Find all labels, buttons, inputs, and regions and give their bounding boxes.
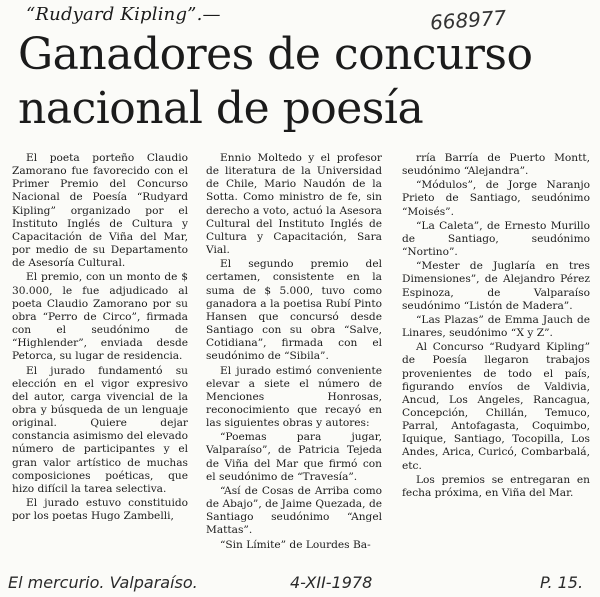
paragraph: El jurado estimó conveniente elevar a siete el número de Menciones Honrosas, reconocimiento que recayó en las siguientes obras y autores: <box>206 364 382 430</box>
paragraph: El jurado fundamentó su elección en el vigor expresivo del autor, carga vivencial de la obra y búsqueda de un lenguaje original. Quiere dejar constancia asimismo del elevado número de participantes y el gran valor artístico de muchas composiciones poéticas, que hizo difícil la tarea selectiva. <box>12 364 188 495</box>
kicker-text: “Rudyard Kipling”.— <box>26 4 221 25</box>
paragraph: El premio, con un monto de $ 30.000, le fue adjudicado al poeta Claudio Zamorano por su obra “Perro de Circo”, firmada con el seudónimo de “Highlender”, enviada desde Petorca, su lugar de residencia. <box>12 271 188 363</box>
paragraph: Los premios se entregaran en fecha próxima, en Viña del Mar. <box>402 473 590 499</box>
paragraph: “Sin Límite” de Lourdes Ba- <box>220 538 371 551</box>
article-column-1 <box>12 152 188 523</box>
paragraph: El poeta porteño Claudio Zamorano fue favorecido con el Primer Premio del Concurso Nacional de Poesía “Rudyard Kipling” organizado por el Instituto Inglés de Cultura y Capacitación de Viña del Mar, por medio de su Departamento de Asesoría Cultural. <box>12 152 188 270</box>
paragraph: “La Caleta”, de Ernesto Murillo de Santiago, seudónimo “Nortino”. <box>402 219 590 259</box>
paragraph: “Así de Cosas de Arriba como de Abajo”, de Jaime Quezada, de Santiago seudónimo “Angel Mattas”. <box>206 484 382 537</box>
citation-source: El mercurio. Valparaíso. <box>8 573 198 592</box>
headline: Ganadores de concurso nacional de poesía <box>18 29 533 134</box>
paragraph: “Poemas para jugar, Valparaíso”, de Patricia Tejeda de Viña del Mar que firmó con el seudónimo de “Travesía”. <box>206 431 382 483</box>
article-column-2 <box>206 152 382 552</box>
paragraph: El segundo premio del certamen, consistente en la suma de $ 5.000, tuvo como ganadora a la poetisa Rubí Pinto Hansen que concursó desde Santiago con su obra “Salve, Cotidiana”, firmada con el seudónimo de “Sibila”. <box>206 258 382 363</box>
paragraph: rría Barría de Puerto Montt, seudónimo “Alejandra”. <box>402 152 590 178</box>
paragraph: “Las Plazas” de Emma Jauch de Linares, seudónimo “X y Z”. <box>402 313 590 340</box>
article-column-3 <box>402 152 590 500</box>
paragraph: Al Concurso “Rudyard Kipling” de Poesía llegaron trabajos provenientes de todo el país, figurando envíos de Valdivia, Ancud, Los Angeles, Rancagua, Concepción, Chillán, Temuco, Parral, Antofagasta, Coquimbo, Iquique, Santiago, Tocopilla, Los Andes, Arica, Curicó, Combarbalá, etc. <box>402 341 590 472</box>
paragraph: Ennio Moltedo y el profesor de literatura de la Universidad de Chile, Mario Naudón de la Sotta. Como ministro de fe, sin derecho a voto, actuó la Asesora Cultural del Instituto Inglés de Cultura y Capacitación, Sara Vial. <box>206 152 382 257</box>
paragraph: El jurado estuvo constituido por los poetas Hugo Zambelli, <box>12 497 188 523</box>
paragraph: “Módulos”, de Jorge Naranjo Prieto de Santiago, seudónimo “Moisés”. <box>402 179 590 218</box>
citation-page: P. 15. <box>540 573 584 592</box>
citation-date: 4-XII-1978 <box>290 573 373 592</box>
handwritten-archive-number: 668977 <box>429 5 508 35</box>
paragraph: “Mester de Juglaría en tres Dimensiones”, de Alejandro Pérez Espinoza, de Valparaíso seudónimo “Listón de Madera”. <box>402 260 590 312</box>
